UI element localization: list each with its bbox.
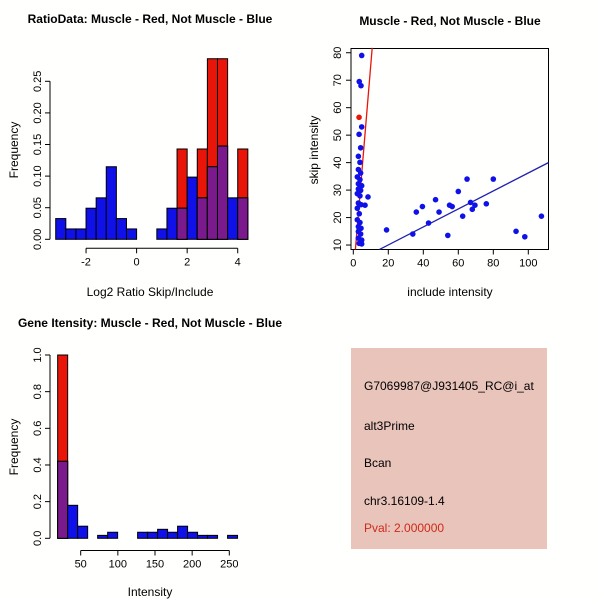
hist-bar-blue xyxy=(98,535,108,538)
scatter-point-blue xyxy=(365,194,371,200)
y-tick-label: 80 xyxy=(332,46,344,59)
probe-id-text: G7069987@J931405_RC@i_at xyxy=(364,379,534,393)
x-tick-label: 40 xyxy=(417,257,430,270)
hist-bar-blue xyxy=(76,229,86,239)
hist-bar-blue xyxy=(187,177,197,239)
hist-bar-blue xyxy=(208,535,218,538)
y-tick-label: 30 xyxy=(332,183,344,197)
panel-gene-intensity-histogram xyxy=(0,300,300,600)
scatter-point-blue xyxy=(445,233,451,239)
scatter-point-blue xyxy=(359,241,365,247)
x-tick-label: -2 xyxy=(81,256,91,269)
y-tick-label: 50 xyxy=(332,129,344,142)
hist-bar-blue xyxy=(228,198,238,239)
hist-bar-blue xyxy=(68,505,78,538)
hist-bar-blue xyxy=(116,219,126,240)
gene-histogram-title: Gene Itensity: Muscle - Red, Not Muscle - Blue xyxy=(17,316,283,330)
ratio-histogram-ylabel: Frequency xyxy=(7,121,21,179)
scatter-point-blue xyxy=(539,213,545,219)
y-tick-label: 0.25 xyxy=(32,70,44,93)
scatter-point-blue xyxy=(460,213,466,219)
scatter-point-blue xyxy=(362,202,368,208)
x-tick-label: 4 xyxy=(234,256,241,269)
hist-bar-blue xyxy=(158,529,168,538)
hist-bar-blue xyxy=(188,532,198,538)
hist-bar-blue xyxy=(167,208,177,239)
scatter-xlabel: include intensity xyxy=(407,285,493,299)
scatter-point-blue xyxy=(384,227,390,233)
pval-text: Pval: 2.000000 xyxy=(364,521,445,535)
x-tick-label: 0 xyxy=(350,257,357,270)
y-tick-label: 20 xyxy=(332,211,344,224)
y-tick-label: 0.8 xyxy=(32,384,44,400)
plot-box xyxy=(351,49,549,250)
x-tick-label: 50 xyxy=(74,558,87,571)
hist-bar-overlap xyxy=(207,167,217,240)
scatter-point-blue xyxy=(522,234,528,240)
scatter-point-blue xyxy=(359,53,365,59)
hist-bar-blue xyxy=(157,229,167,239)
y-tick-label: 0.00 xyxy=(32,228,44,251)
x-tick-label: 100 xyxy=(519,257,538,270)
y-tick-label: 1.0 xyxy=(32,347,44,363)
panel-ratio-histogram xyxy=(0,0,300,300)
y-tick-label: 0.2 xyxy=(32,493,44,510)
y-tick-label: 40 xyxy=(332,156,344,169)
y-tick-label: 60 xyxy=(332,101,344,114)
y-tick-label: 0.6 xyxy=(32,420,44,436)
y-tick-label: 0.4 xyxy=(32,457,44,473)
hist-bar-blue xyxy=(96,198,106,239)
gene-histogram-ylabel: Frequency xyxy=(7,418,21,476)
hist-bar-blue xyxy=(106,167,116,240)
scatter-point-blue xyxy=(456,189,462,195)
scatter-point-blue xyxy=(356,132,362,138)
scatter-title: Muscle - Red, Not Muscle - Blue xyxy=(359,14,541,28)
scatter-point-blue xyxy=(433,197,439,203)
panel-gene-info xyxy=(300,300,600,600)
scatter-point-blue xyxy=(449,204,455,210)
x-tick-label: 250 xyxy=(220,558,239,571)
hist-bar-overlap xyxy=(177,208,187,239)
splice-type-text: alt3Prime xyxy=(364,419,415,433)
hist-bar-blue xyxy=(56,219,66,240)
hist-bar-blue xyxy=(66,229,76,239)
y-tick-label: 0.20 xyxy=(32,102,44,124)
scatter-point-blue xyxy=(359,124,365,130)
scatter-point-blue xyxy=(356,211,362,217)
x-tick-label: 150 xyxy=(145,558,165,571)
scatter-point-blue xyxy=(355,205,361,211)
intensity-scatter-plot xyxy=(300,0,600,300)
y-tick-label: 70 xyxy=(332,74,344,87)
hist-bar-overlap xyxy=(58,461,68,538)
info-panel xyxy=(351,348,547,549)
hist-bar-overlap xyxy=(238,198,248,239)
hist-bar-overlap xyxy=(197,198,207,239)
scatter-point-blue xyxy=(356,154,362,160)
y-tick-label: 0.05 xyxy=(32,196,44,219)
x-tick-label: 60 xyxy=(452,257,465,270)
hist-bar-overlap xyxy=(217,146,227,239)
scatter-point-blue xyxy=(420,204,426,210)
hist-bar-blue xyxy=(168,532,178,538)
hist-bar-blue xyxy=(148,532,158,538)
scatter-point-blue xyxy=(426,220,432,226)
scatter-point-blue xyxy=(464,176,470,182)
panel-intensity-scatter xyxy=(300,0,600,300)
x-tick-label: 20 xyxy=(382,257,395,270)
x-tick-label: 0 xyxy=(133,256,140,269)
hist-bar-blue xyxy=(228,535,238,538)
hist-bar-blue xyxy=(126,229,136,239)
gene-histogram-xlabel: Intensity xyxy=(127,585,173,599)
hist-bar-blue xyxy=(178,526,188,538)
ratio-histogram-title: RatioData: Muscle - Red, Not Muscle - Blue xyxy=(27,12,273,26)
scatter-point-blue xyxy=(436,209,442,215)
hist-bar-blue xyxy=(108,532,118,538)
y-tick-label: 10 xyxy=(332,238,344,252)
hist-bar-blue xyxy=(86,208,96,239)
y-tick-label: 0.15 xyxy=(32,133,44,156)
scatter-point-blue xyxy=(357,193,363,199)
location-text: chr3.16109-1.4 xyxy=(364,494,445,508)
gene-name-text: Bcan xyxy=(364,456,392,470)
hist-bar-blue xyxy=(198,535,208,538)
ratio-histogram-plot xyxy=(0,0,300,300)
scatter-point-blue xyxy=(357,160,363,166)
ratio-histogram-xlabel: Log2 Ratio Skip/Include xyxy=(86,285,214,299)
hist-bar-blue xyxy=(78,526,88,538)
scatter-ylabel: skip intensity xyxy=(307,115,321,185)
scatter-point-blue xyxy=(491,176,497,182)
y-tick-label: 0.0 xyxy=(32,530,44,546)
scatter-point-blue xyxy=(358,145,364,151)
x-tick-label: 2 xyxy=(184,256,191,269)
y-tick-label: 0.10 xyxy=(32,165,44,187)
scatter-point-blue xyxy=(414,209,420,215)
hist-bar-blue xyxy=(138,532,148,538)
scatter-point-blue xyxy=(472,202,478,208)
gene-intensity-histogram-plot xyxy=(0,300,300,600)
scatter-point-blue xyxy=(358,83,364,89)
scatter-point-blue xyxy=(484,201,490,207)
scatter-point-red xyxy=(356,114,362,120)
x-tick-label: 100 xyxy=(108,558,128,571)
scatter-point-blue xyxy=(513,228,519,234)
scatter-point-blue xyxy=(410,231,416,237)
x-tick-label: 200 xyxy=(182,558,202,571)
x-tick-label: 80 xyxy=(487,257,500,270)
